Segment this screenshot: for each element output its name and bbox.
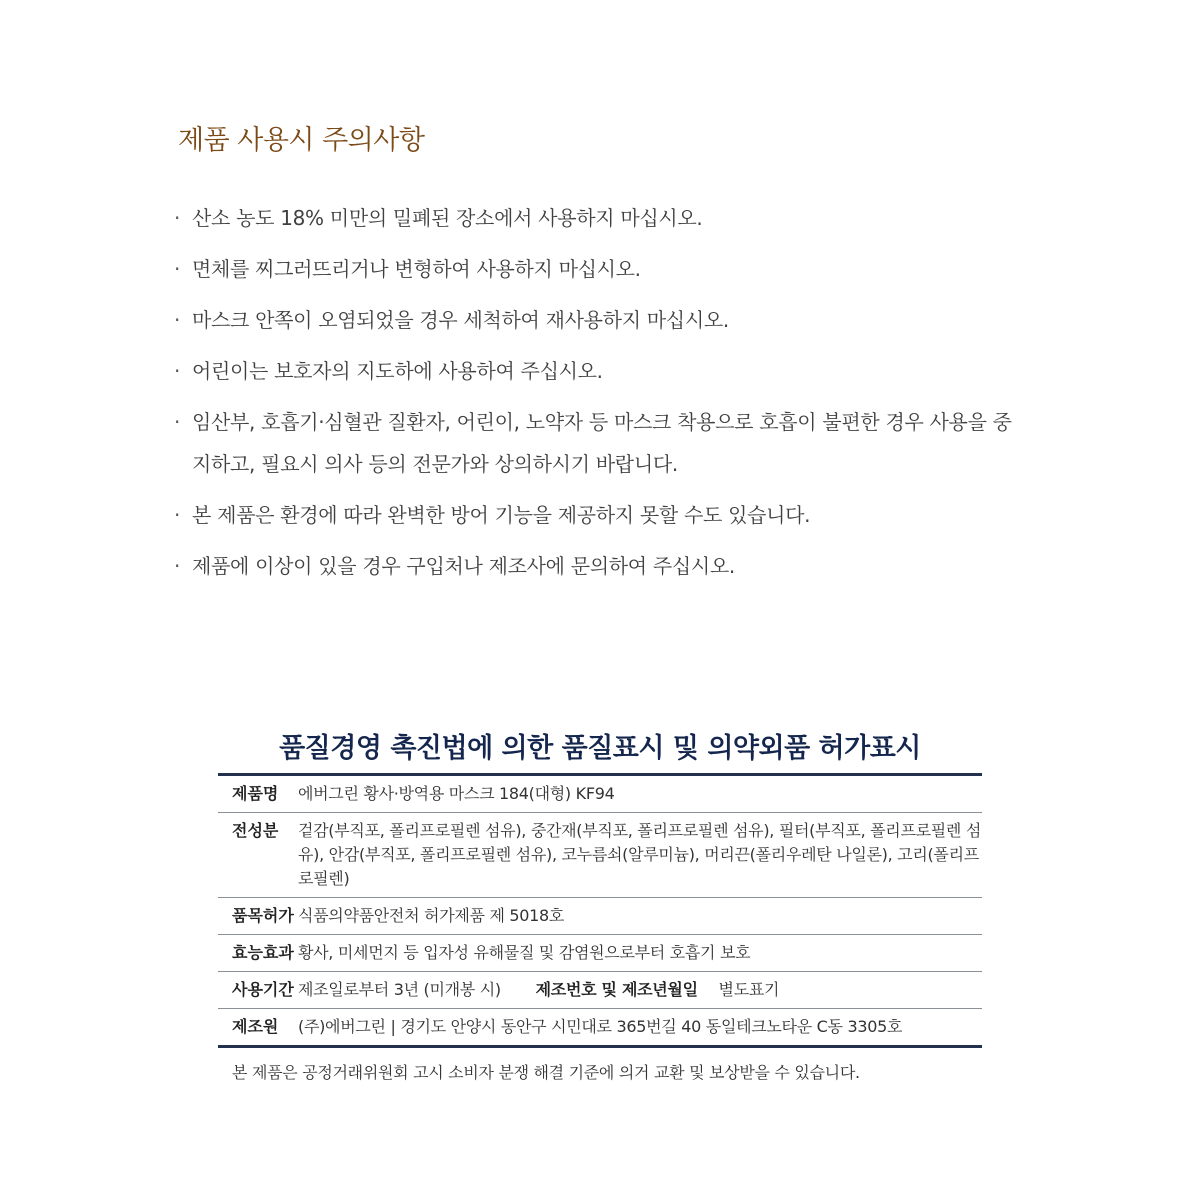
bullet-icon: · <box>174 308 181 332</box>
row-value <box>298 978 982 1002</box>
caution-item: · 본 제품은 환경에 따라 완벽한 방어 기능을 제공하지 못할 수도 있습니다. <box>172 494 1012 536</box>
caution-list <box>172 197 1012 587</box>
caution-item: · 면체를 찌그러뜨리거나 변형하여 사용하지 마십시오. <box>172 248 1012 290</box>
caution-item: · 임산부, 호흡기·심혈관 질환자, 어린이, 노약자 등 마스크 착용으로 호흡이 불편한 경우 사용을 중지하고, 필요시 의사 등의 전문가와 상의하시기 바랍니다. <box>172 401 1012 485</box>
table-row <box>218 898 982 935</box>
table-row <box>218 813 982 898</box>
row-value: 겉감(부직포, 폴리프로필렌 섬유), 중간재(부직포, 폴리프로필렌 섬유), 필터(부직포, 폴리프로필렌 섬유), 안감(부직포, 폴리프로필렌 섬유), 코누름쇠(알루미늄), 머리끈(폴리우레탄 나일론), 고리(폴리프로필렌) <box>298 821 982 888</box>
row-label: 효능효과 <box>232 943 294 962</box>
quality-table <box>218 773 982 1048</box>
caution-item: · 마스크 안쪽이 오염되었을 경우 세척하여 재사용하지 마십시오. <box>172 299 1012 341</box>
row-value: (주)에버그린 | 경기도 안양시 동안구 시민대로 365번길 40 동일테크노타운 C동 3305호 <box>298 1017 903 1036</box>
bullet-icon: · <box>174 257 181 281</box>
quality-title: 품질경영 촉진법에 의한 품질표시 및 의약외품 허가표시 <box>279 733 921 764</box>
row-label: 제품명 <box>232 784 279 803</box>
row-value: 황사, 미세먼지 등 입자성 유해물질 및 감염원으로부터 호흡기 보호 <box>298 943 751 962</box>
bullet-icon: · <box>174 554 181 578</box>
caution-item: · 어린이는 보호자의 지도하에 사용하여 주십시오. <box>172 350 1012 392</box>
row-label: 제조원 <box>232 1017 279 1036</box>
row-label: 사용기간 <box>232 980 294 999</box>
row-value: 에버그린 황사·방역용 마스크 184(대형) KF94 <box>298 784 615 803</box>
usage-period-value: 제조일로부터 3년 (미개봉 시) <box>298 980 501 999</box>
caution-item: · 산소 농도 18% 미만의 밀폐된 장소에서 사용하지 마십시오. <box>172 197 1012 239</box>
row-label: 품목허가 <box>232 906 294 925</box>
table-row <box>218 972 982 1009</box>
bullet-icon: · <box>174 359 181 383</box>
caution-item: · 제품에 이상이 있을 경우 구입처나 제조사에 문의하여 주십시오. <box>172 545 1012 587</box>
bullet-icon: · <box>174 410 181 434</box>
row-value: 식품의약품안전처 허가제품 제 5018호 <box>298 906 565 925</box>
caution-section <box>172 118 1012 596</box>
quality-label-section <box>218 726 982 1083</box>
bullet-icon: · <box>174 503 181 527</box>
caution-title: 제품 사용시 주의사항 <box>178 125 425 156</box>
row-label: 전성분 <box>232 821 279 840</box>
table-row <box>218 1009 982 1045</box>
table-row <box>218 776 982 813</box>
lot-number-value: 별도표기 <box>718 980 780 999</box>
consumer-note: 본 제품은 공정거래위원회 고시 소비자 분쟁 해결 기준에 의거 교환 및 보상받을 수 있습니다. <box>232 1063 860 1082</box>
lot-number-label: 제조번호 및 제조년월일 <box>535 980 698 999</box>
bullet-icon: · <box>174 206 181 230</box>
table-row <box>218 935 982 972</box>
